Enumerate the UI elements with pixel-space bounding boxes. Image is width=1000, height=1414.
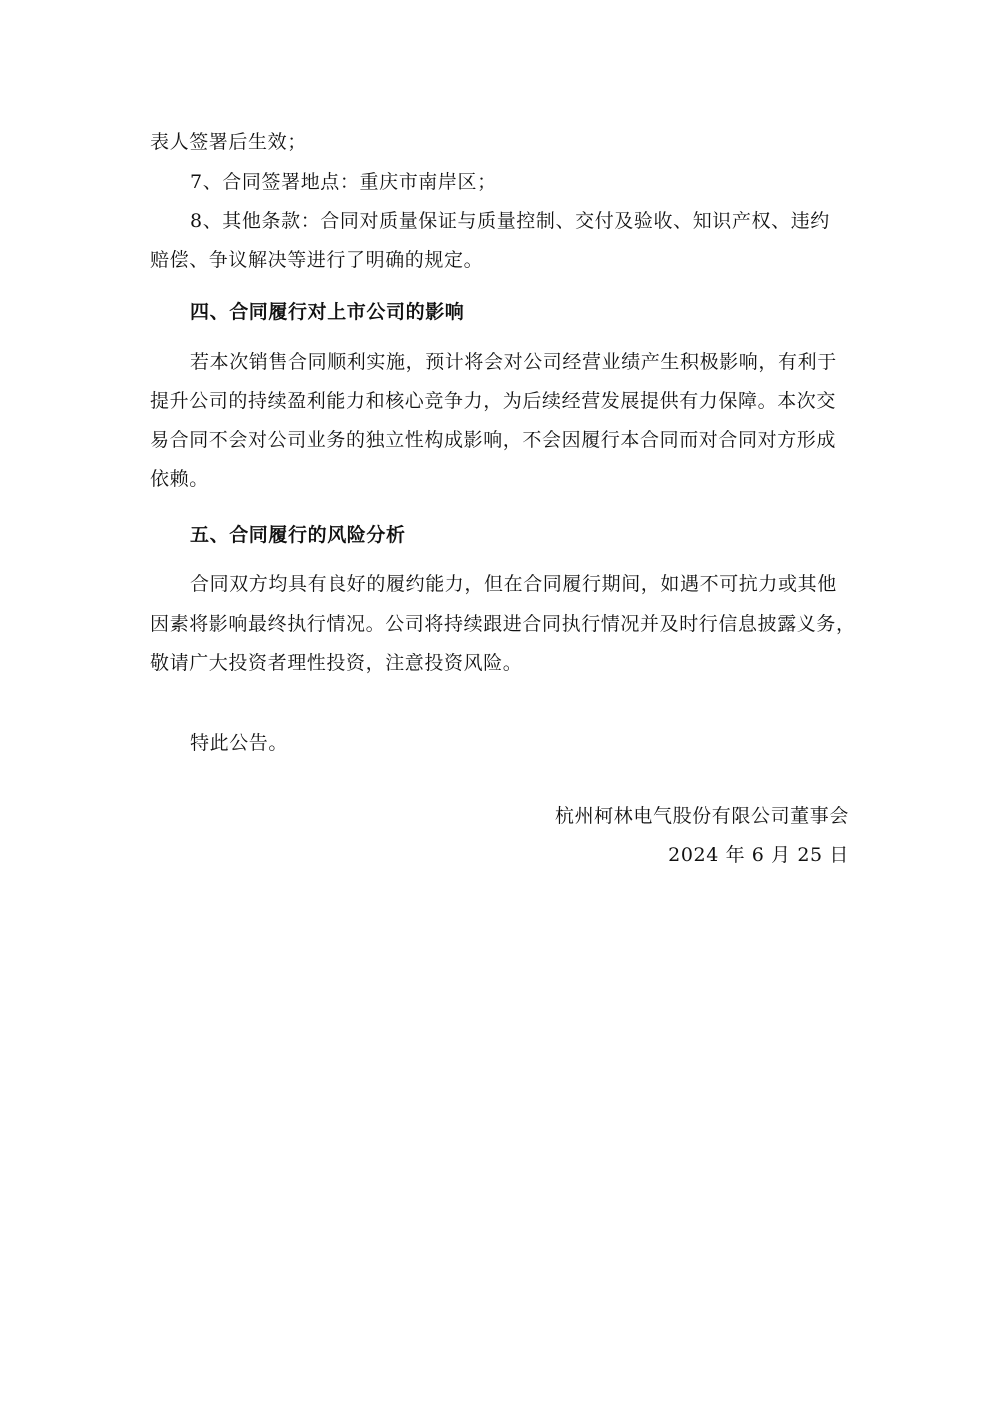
paragraph-risk-line-3: 敬请广大投资者理性投资，注意投资风险。 — [150, 652, 523, 674]
paragraph-impact-line-4: 依赖。 — [150, 468, 209, 490]
paragraph-impact-line-3: 易合同不会对公司业务的独立性构成影响，不会因履行本合同而对合同对方形成 — [150, 429, 837, 451]
closing-text: 特此公告。 — [190, 732, 289, 754]
paragraph-risk-line-1: 合同双方均具有良好的履约能力，但在合同履行期间，如遇不可抗力或其他 — [190, 573, 837, 595]
paragraph-other-terms-line-2: 赔偿、争议解决等进行了明确的规定。 — [150, 249, 484, 271]
section-heading-risk: 五、合同履行的风险分析 — [190, 524, 406, 546]
paragraph-risk-line-2: 因素将影响最终执行情况。公司将持续跟进合同执行情况并及时行信息披露义务， — [150, 613, 856, 635]
section-heading-impact: 四、合同履行对上市公司的影响 — [190, 301, 465, 323]
paragraph-line: 表人签署后生效； — [150, 131, 307, 153]
paragraph-signing-location: 7、合同签署地点：重庆市南岸区； — [190, 171, 497, 193]
date: 2024 年 6 月 25 日 — [668, 844, 849, 866]
paragraph-other-terms-line-1: 8、其他条款：合同对质量保证与质量控制、交付及验收、知识产权、违约 — [190, 210, 830, 232]
signatory: 杭州柯林电气股份有限公司董事会 — [554, 805, 849, 827]
paragraph-impact-line-1: 若本次销售合同顺利实施，预计将会对公司经营业绩产生积极影响，有利于 — [190, 351, 837, 373]
paragraph-impact-line-2: 提升公司的持续盈利能力和核心竞争力，为后续经营发展提供有力保障。本次交 — [150, 390, 837, 412]
